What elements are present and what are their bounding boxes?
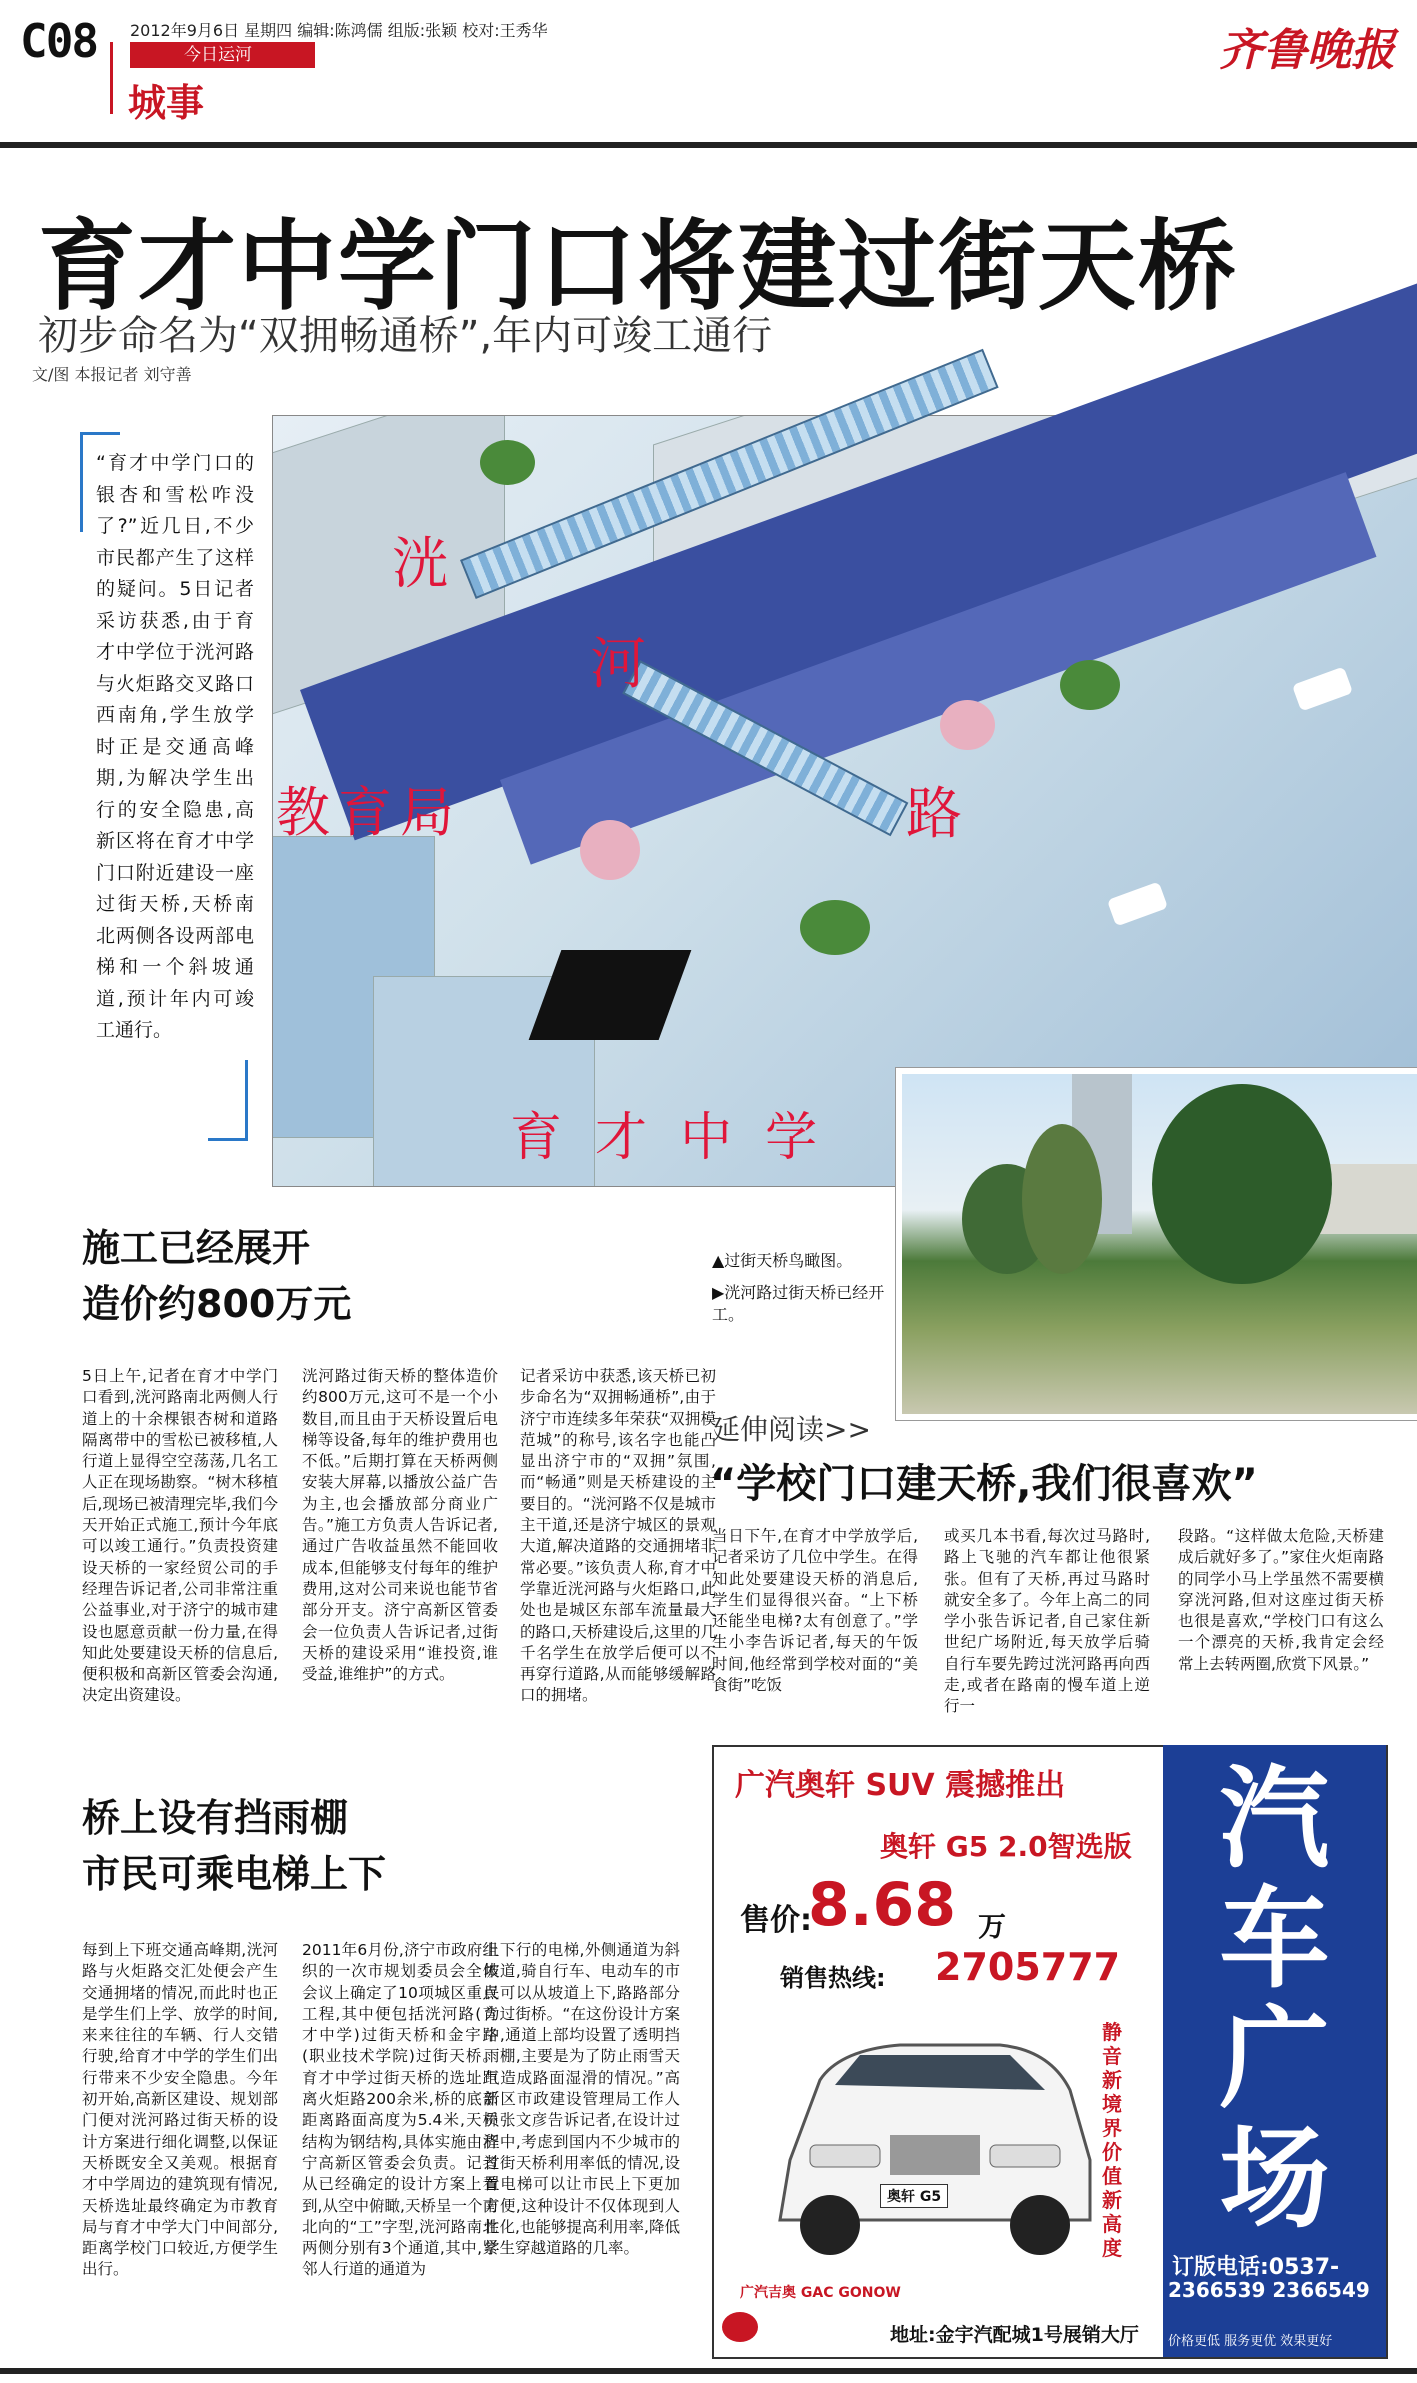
ad-price: 8.68 bbox=[808, 1870, 957, 1940]
tree bbox=[1060, 660, 1120, 710]
extended-reading-label: 延伸阅读>> bbox=[712, 1413, 871, 1446]
label-river-2: 河 bbox=[590, 632, 646, 697]
section2-col3: 上下行的电梯,外侧通道为斜坡道,骑自行车、电动车的市民可以从坡道上下,路路部分为过街桥。“在这份设计方案中,通道上部均设置了透明挡雨棚,主要是为了防止雨雪天气造成路面湿滑的情况。”高新区市政建设管理局工作人员张文彦告诉记者,在设计过程中,考虑到国内不少城市的过街天桥利用率低的情况,设置电梯可以让市民上下更加方便,这种设计不仅体现到人性化,也能够提高利用率,降低学生穿越道路的几率。 bbox=[484, 1941, 680, 2258]
caption-aerial: ▲过街天桥鸟瞰图。 bbox=[712, 1251, 853, 1270]
byline: 文/图 本报记者 刘守善 bbox=[32, 365, 192, 384]
ad-side-title-4: 场 bbox=[1219, 2115, 1330, 2243]
ad-price-label: 售价: bbox=[740, 1903, 812, 1938]
ad-side-title-3: 广 bbox=[1219, 1995, 1330, 2123]
ad-side-footer: 价格更低 服务更优 效果更好 bbox=[1168, 2334, 1333, 2349]
section1-col3: 记者采访中获悉,该天桥已初步命名为“双拥畅通桥”,由于济宁市连续多年荣获“双拥模范城”的称号,该名字也能凸显出济宁市的“双拥”氛围,而“畅通”则是天桥建设的主要目的。“洸河路不仅是城市主干道,还是济宁城区的景观大道,解决道路的交通拥堵非常必要。”该负责人称,育才中学靠近洸河路与火炬路口,此处也是城区东部车流量最大的路口,天桥建设后,这里的几千名学生在放学后便可以不再穿行道路,从而能够缓解路口的拥堵。 bbox=[520, 1367, 716, 1705]
intro-bracket-bottom bbox=[208, 1138, 248, 1141]
ad-hotline-label: 销售热线: bbox=[780, 1964, 886, 1992]
ad-side-title-2: 车 bbox=[1219, 1875, 1330, 2003]
section1-title-1: 施工已经展开 bbox=[82, 1226, 311, 1270]
header-divider bbox=[110, 42, 113, 114]
ad-hotline: 2705777 bbox=[935, 1945, 1121, 1989]
label-school: 育 才 中 学 bbox=[510, 1108, 818, 1168]
section1-title-2: 造价约800万元 bbox=[82, 1282, 352, 1326]
section2-title-2: 市民可乘电梯上下 bbox=[82, 1852, 387, 1896]
ad-address: 地址:金宇汽配城1号展销大厅 bbox=[890, 2324, 1139, 2346]
subheadline: 初步命名为“双拥畅通桥”,年内可竣工通行 bbox=[38, 313, 773, 359]
extended-col2: 或买几本书看,每次过马路时,路上飞驰的汽车都让他很紧张。但有了天桥,再过马路时就安全多了。今年上高二的同学小张告诉记者,自己家住新世纪广场附近,每天放学后骑自行车要先跨过洸河路再向西走,或者在路南的慢车道上逆行一 bbox=[944, 1527, 1150, 1716]
blossom-tree bbox=[940, 700, 995, 750]
header-info: 2012年9月6日 星期四 编辑:陈鸿儒 组版:张颖 校对:王秀华 bbox=[130, 21, 548, 40]
ad-license-plate: 奥轩 G5 bbox=[880, 2184, 948, 2208]
ad-slogan: 静音新境界 价值新高度 bbox=[1102, 2020, 1122, 2260]
gonow-logo-icon bbox=[722, 2312, 758, 2342]
page-number: C08 bbox=[20, 14, 98, 68]
headline: 育才中学门口将建过街天桥 bbox=[38, 210, 1239, 324]
label-road: 路 bbox=[906, 782, 962, 847]
section-tag: 今日运河 bbox=[130, 42, 315, 68]
tree bbox=[800, 900, 870, 955]
caption-photo: ▶洸河路过街天桥已经开工。 bbox=[712, 1283, 885, 1324]
extended-reading-title: “学校门口建天桥,我们很喜欢” bbox=[710, 1461, 1258, 1507]
intro-bracket-left bbox=[80, 432, 83, 532]
ad-side-title-1: 汽 bbox=[1219, 1755, 1330, 1883]
blossom-tree bbox=[580, 820, 640, 880]
extended-col3: 段路。“这样做太危险,天桥建成后就好多了。”家住火炬南路的同学小马上学虽然不需要横穿洸河路,但对这座过街天桥也很是喜欢,“学校门口有这么一个漂亮的天桥,我肯定会经常上去转两圈,欣赏下风景。” bbox=[1178, 1527, 1384, 1673]
intro-bracket-right bbox=[245, 1060, 248, 1140]
section2-col2: 2011年6月份,济宁市政府组织的一次市规划委员会全体会议上确定了10项城区重点工程,其中便包括洸河路(育才中学)过街天桥和金宇路(职业技术学院)过街天桥。育才中学过街天桥的选址距离火炬路200余米,桥的底部距离路面高度为5.4米,天桥结构为钢结构,具体实施由济宁高新区管委会负责。记者从已经确定的设计方案上看到,从空中俯瞰,天桥呈一个南北向的“工”字型,洸河路南北两侧分别有3个通道,其中,紧邻人行道的通道为 bbox=[302, 1941, 498, 2279]
section2-title-1: 桥上设有挡雨棚 bbox=[82, 1796, 349, 1840]
section2-col1: 每到上下班交通高峰期,洸河路与火炬路交汇处便会产生交通拥堵的情况,而此时也正是学生们上学、放学的时间,来来往往的车辆、行人交错行驶,给育才中学的学生们出行带来不少安全隐患。今年初开始,高新区建设、规划部门便对洸河路过街天桥的设计方案进行细化调整,以保证天桥既安全又美观。根据育才中学周边的建筑现有情况,天桥选址最终确定为市教育局与育才中学大门中间部分,距离学校门口较近,方便学生出行。 bbox=[82, 1941, 278, 2279]
newspaper-logo: 齐鲁晚报 bbox=[1219, 25, 1395, 76]
label-river-1: 洸 bbox=[392, 532, 448, 597]
footer-rule bbox=[0, 2368, 1417, 2374]
suv-car-image bbox=[760, 2010, 1110, 2280]
intro-text: “育才中学门口的银杏和雪松咋没了?”近几日,不少市民都产生了这样的疑问。5日记者采访获悉,由于育才中学位于洸河路与火炬路交叉路口西南角,学生放学时正是交通高峰期,为解决学生出行的安全隐患,高新区将在育才中学门口附近建设一座过街天桥,天桥南北两侧各设两部电梯和一个斜坡通道,预计年内可竣工通行。 bbox=[96, 452, 254, 1041]
tree bbox=[480, 440, 535, 485]
header-rule bbox=[0, 142, 1417, 148]
extended-col1: 当日下午,在育才中学放学后,记者采访了几位中学生。在得知此处要建设天桥的消息后,学生们显得很兴奋。“上下桥还能坐电梯?太有创意了。”学生小李告诉记者,每天的午饭时间,他经常到学校对面的“美食街”吃饭 bbox=[712, 1527, 918, 1695]
ad-order-phones: 2366539 2366549 bbox=[1168, 2278, 1370, 2302]
label-bureau: 教育局 bbox=[276, 781, 462, 844]
intro-bracket-top bbox=[80, 432, 120, 435]
ad-order-label: 订版电话:0537- bbox=[1172, 2255, 1340, 2280]
ad-brand: 广汽奥轩 SUV 震撼推出 bbox=[735, 1768, 1066, 1803]
ad-model: 奥轩 G5 2.0智选版 bbox=[880, 1830, 1132, 1863]
tree bbox=[1022, 1124, 1102, 1274]
tree bbox=[1152, 1084, 1332, 1284]
section-name: 城事 bbox=[128, 81, 205, 125]
ad-maker: 广汽吉奥 GAC GONOW bbox=[740, 2285, 901, 2301]
construction-photo bbox=[896, 1068, 1417, 1420]
ad-price-unit: 万 bbox=[978, 1910, 1007, 1943]
section1-col2: 洸河路过街天桥的整体造价约800万元,这可不是一个小数目,而且由于天桥设置后电梯等设备,每年的维护费用也不低。”后期打算在天桥两侧安装大屏幕,以播放公益广告为主,也会播放部分商业广告。”施工方负责人告诉记者,通过广告收益虽然不能回收成本,但能够支付每年的维护费用,这对公司来说也能节省部分开支。济宁高新区管委会一位负责人告诉记者,过街天桥的建设采用“谁投资,谁受益,谁维护”的方式。 bbox=[302, 1367, 498, 1684]
section1-col1: 5日上午,记者在育才中学门口看到,洸河路南北两侧人行道上的十余棵银杏树和道路隔离带中的雪松已被移植,人行道上显得空空荡荡,几名工人正在现场勘察。“树木移植后,现场已被清理完毕,我们今天开始正式施工,预计今年底可以竣工通行。”负责投资建设天桥的一家经贸公司的手经理告诉记者,公司非常注重公益事业,对于济宁的城市建设也愿意贡献一份力量,在得知此处要建设天桥的信息后,便积极和高新区管委会沟通,决定出资建设。 bbox=[82, 1367, 278, 1705]
